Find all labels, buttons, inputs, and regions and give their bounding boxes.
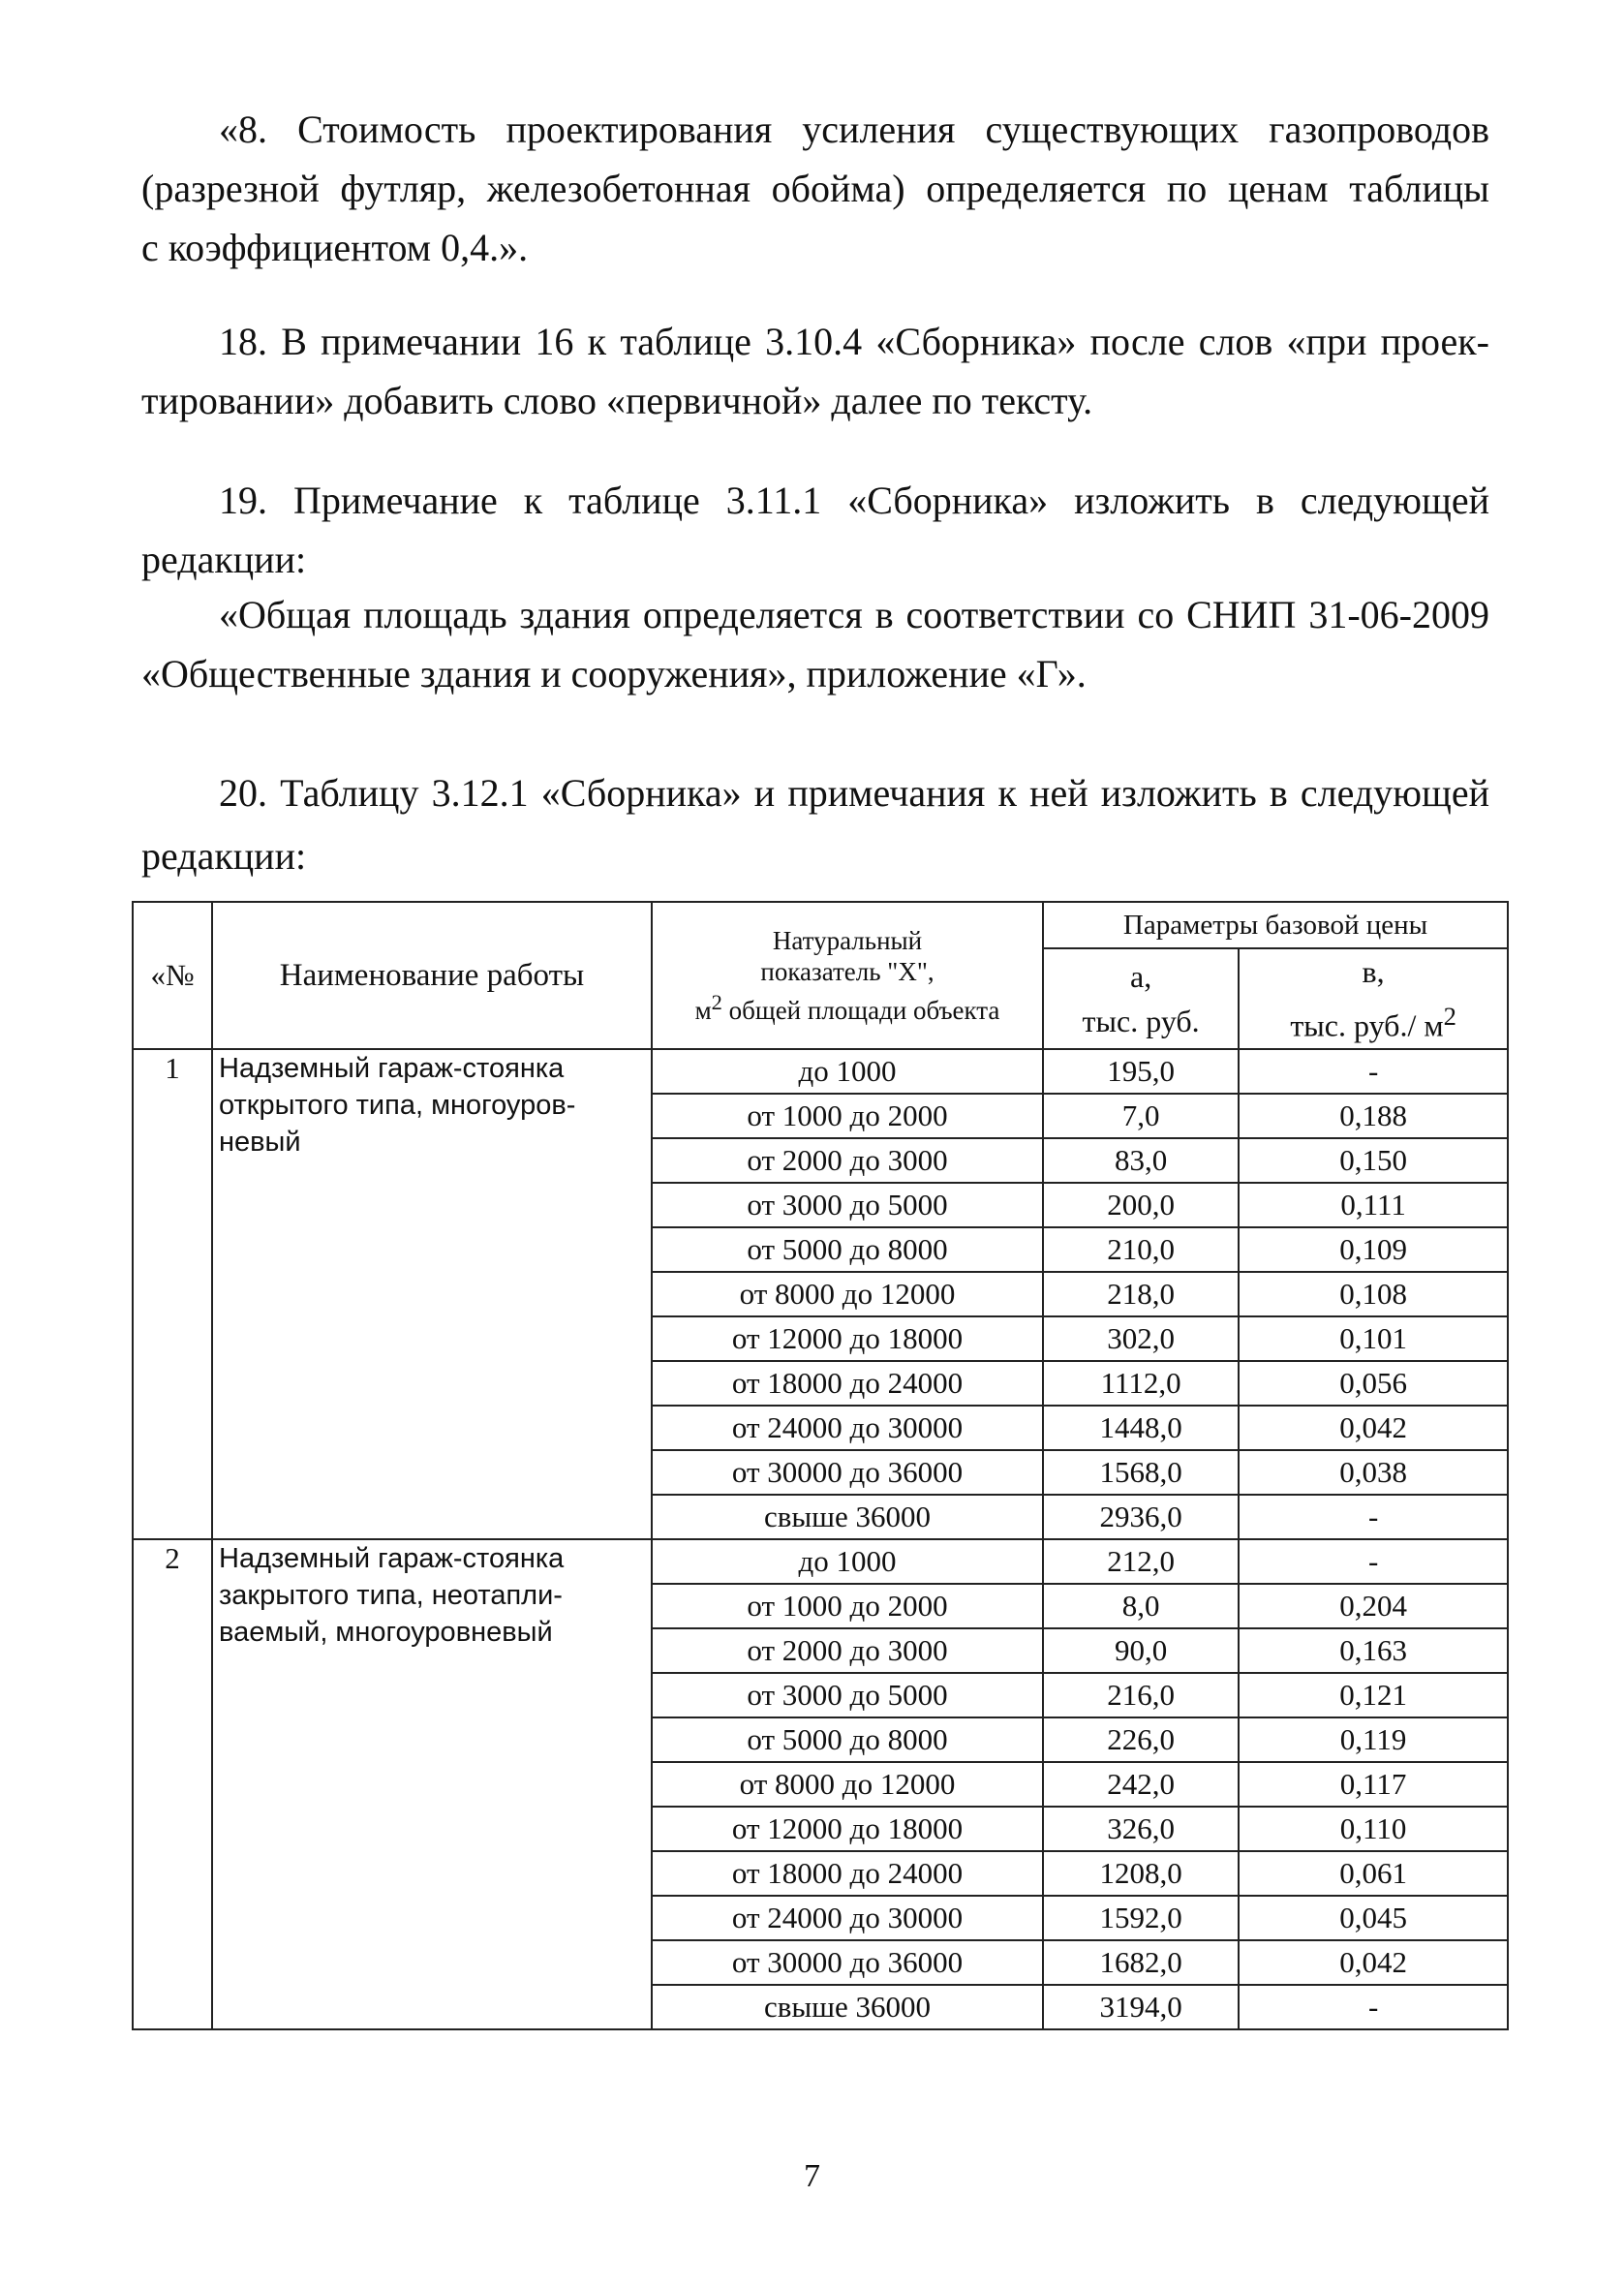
table-body [133, 1049, 1508, 2029]
cell-a-value: 200,0 [1043, 1183, 1239, 1227]
text-line: 19. Примечание к таблице 3.11.1 «Сборника» изложить в следующей [219, 479, 1489, 522]
header-natural-line: общей площади объекта [721, 995, 1000, 1025]
cell-b-value: 0,101 [1239, 1316, 1508, 1361]
cell-a-value: 1592,0 [1043, 1896, 1239, 1940]
cell-a-value: 1568,0 [1043, 1450, 1239, 1495]
text-line: тировании» добавить слово «первичной» далее по тексту. [141, 379, 1093, 422]
header-natural-sup: 2 [711, 989, 722, 1014]
cell-b-value: 0,109 [1239, 1227, 1508, 1272]
cell-num: 2 [133, 1539, 212, 2029]
cell-b-value: 0,121 [1239, 1673, 1508, 1717]
paragraph-item-19 [141, 471, 1489, 589]
cell-range: от 5000 до 8000 [652, 1717, 1043, 1762]
paragraph-item-18 [141, 312, 1489, 430]
cell-a-value: 218,0 [1043, 1272, 1239, 1316]
cell-num: 1 [133, 1049, 212, 1539]
header-natural-line: Натуральный [772, 925, 923, 955]
text-line: редакции: [141, 834, 307, 878]
cell-a-value: 302,0 [1043, 1316, 1239, 1361]
header-b-sup: 2 [1443, 1002, 1456, 1031]
header-a-unit: тыс. руб. [1082, 1003, 1200, 1038]
text-line: «Общественные здания и сооружения», приложение «Г». [141, 652, 1087, 696]
header-natural-indicator [652, 902, 1043, 1049]
cell-b-value: 0,111 [1239, 1183, 1508, 1227]
text-line: редакции: [141, 538, 307, 581]
cell-range: до 1000 [652, 1049, 1043, 1094]
paragraph-gas-pipeline-cost [141, 100, 1489, 277]
table-header [133, 902, 1508, 1049]
cell-a-value: 326,0 [1043, 1807, 1239, 1851]
cell-a-value: 1682,0 [1043, 1940, 1239, 1985]
cell-b-value: 0,163 [1239, 1628, 1508, 1673]
header-a-label: а, [1130, 958, 1152, 994]
header-params: Параметры базовой цены [1043, 902, 1508, 948]
cell-a-value: 90,0 [1043, 1628, 1239, 1673]
cell-range: от 30000 до 36000 [652, 1450, 1043, 1495]
cell-b-value: 0,042 [1239, 1940, 1508, 1985]
cell-range: от 30000 до 36000 [652, 1940, 1043, 1985]
work-name-line: невый [219, 1126, 301, 1158]
cell-b-value: 0,056 [1239, 1361, 1508, 1406]
cell-a-value: 216,0 [1043, 1673, 1239, 1717]
cell-range: от 24000 до 30000 [652, 1896, 1043, 1940]
text-line: «8. Стоимость проектирования усиления существующих газопроводов [219, 108, 1489, 151]
work-name-line: Надземный гараж-стоянка [219, 1542, 565, 1574]
cell-work-name [212, 1539, 652, 2029]
cell-range: до 1000 [652, 1539, 1043, 1584]
cell-b-value: - [1239, 1049, 1508, 1094]
cell-b-value: 0,150 [1239, 1138, 1508, 1183]
header-name: Наименование работы [212, 902, 652, 1049]
cell-a-value: 1208,0 [1043, 1851, 1239, 1896]
cell-b-value: 0,038 [1239, 1450, 1508, 1495]
cell-range: от 18000 до 24000 [652, 1851, 1043, 1896]
cell-a-value: 8,0 [1043, 1584, 1239, 1628]
text-line: «Общая площадь здания определяется в соответствии со СНИП 31-06-2009 [219, 593, 1489, 636]
cell-b-value: 0,045 [1239, 1896, 1508, 1940]
cell-a-value: 83,0 [1043, 1138, 1239, 1183]
header-b-label: в, [1362, 954, 1385, 989]
cell-b-value: - [1239, 1985, 1508, 2029]
header-row [133, 902, 1508, 948]
cell-range: от 3000 до 5000 [652, 1183, 1043, 1227]
text-line: 18. В примечании 16 к таблице 3.10.4 «Сборника» после слов «при проек- [219, 320, 1489, 363]
cell-range: от 5000 до 8000 [652, 1227, 1043, 1272]
cell-b-value: 0,119 [1239, 1717, 1508, 1762]
cell-b-value: 0,110 [1239, 1807, 1508, 1851]
cell-range: от 2000 до 3000 [652, 1138, 1043, 1183]
cell-b-value: 0,188 [1239, 1094, 1508, 1138]
cell-b-value: 0,204 [1239, 1584, 1508, 1628]
cell-range: от 18000 до 24000 [652, 1361, 1043, 1406]
work-name-line: ваемый, многоуровневый [219, 1616, 553, 1648]
text-line: 20. Таблицу 3.12.1 «Сборника» и примечания к ней изложить в следующей [219, 771, 1489, 815]
cell-b-value: - [1239, 1495, 1508, 1539]
cell-range: от 24000 до 30000 [652, 1406, 1043, 1450]
cell-b-value: 0,117 [1239, 1762, 1508, 1807]
cell-range: от 1000 до 2000 [652, 1094, 1043, 1138]
work-name-line: Надземный гараж-стоянка [219, 1052, 565, 1084]
header-b-unit: тыс. руб./ м [1290, 1007, 1444, 1043]
cell-b-value: 0,061 [1239, 1851, 1508, 1896]
header-natural-line: показатель "Х", [760, 956, 935, 986]
price-table [132, 901, 1509, 2030]
header-a [1043, 948, 1239, 1049]
cell-range: от 1000 до 2000 [652, 1584, 1043, 1628]
cell-work-name [212, 1049, 652, 1539]
cell-a-value: 1112,0 [1043, 1361, 1239, 1406]
header-natural-unit: м [694, 995, 712, 1025]
cell-range: свыше 36000 [652, 1985, 1043, 2029]
cell-range: от 2000 до 3000 [652, 1628, 1043, 1673]
text-line: (разрезной футляр, железобетонная обойма) определяется по ценам таблицы [141, 167, 1489, 210]
table-row [133, 1539, 1508, 1584]
header-b [1239, 948, 1508, 1049]
page-number: 7 [804, 2158, 820, 2194]
cell-a-value: 195,0 [1043, 1049, 1239, 1094]
header-num: «№ [133, 902, 212, 1049]
work-name-line: закрытого типа, неотапли- [219, 1579, 563, 1611]
cell-range: от 12000 до 18000 [652, 1316, 1043, 1361]
cell-a-value: 242,0 [1043, 1762, 1239, 1807]
cell-b-value: 0,042 [1239, 1406, 1508, 1450]
paragraph-quote-snip [141, 585, 1489, 703]
cell-a-value: 2936,0 [1043, 1495, 1239, 1539]
cell-b-value: - [1239, 1539, 1508, 1584]
cell-a-value: 7,0 [1043, 1094, 1239, 1138]
text-line: с коэффициентом 0,4.». [141, 226, 529, 269]
cell-range: от 3000 до 5000 [652, 1673, 1043, 1717]
cell-a-value: 226,0 [1043, 1717, 1239, 1762]
table-row [133, 1049, 1508, 1094]
paragraph-item-20 [141, 761, 1489, 887]
cell-range: от 8000 до 12000 [652, 1762, 1043, 1807]
cell-range: от 8000 до 12000 [652, 1272, 1043, 1316]
cell-a-value: 1448,0 [1043, 1406, 1239, 1450]
cell-a-value: 3194,0 [1043, 1985, 1239, 2029]
work-name-line: открытого типа, многоуров- [219, 1089, 576, 1121]
cell-a-value: 212,0 [1043, 1539, 1239, 1584]
cell-b-value: 0,108 [1239, 1272, 1508, 1316]
cell-a-value: 210,0 [1043, 1227, 1239, 1272]
cell-range: от 12000 до 18000 [652, 1807, 1043, 1851]
cell-range: свыше 36000 [652, 1495, 1043, 1539]
